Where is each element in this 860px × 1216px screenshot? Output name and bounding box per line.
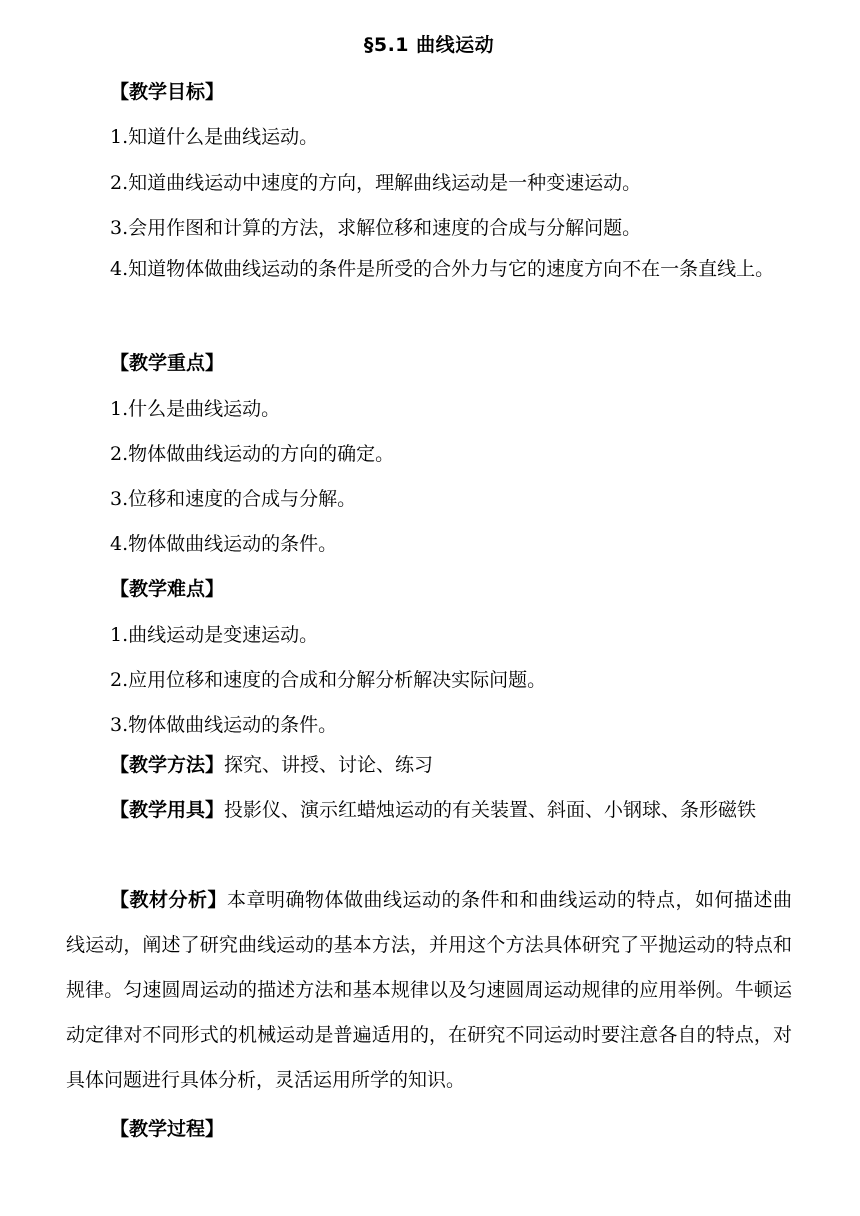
objectives-heading: 【教学目标】 [110,81,225,103]
objective-item-2: 2.知道曲线运动中速度的方向，理解曲线运动是一种变速运动。 [110,172,642,194]
objective-item-1: 1.知道什么是曲线运动。 [110,126,319,148]
analysis-heading: 【教材分析】 [110,889,227,911]
methods-heading: 【教学方法】 [110,754,225,776]
key-point-item-3: 3.位移和速度的合成与分解。 [110,488,357,510]
document-title: §5.1 曲线运动 [363,34,495,56]
difficulties-heading: 【教学难点】 [110,578,225,600]
key-point-item-2: 2.物体做曲线运动的方向的确定。 [110,443,395,465]
methods-text: 探究、讲授、讨论、练习 [224,754,434,776]
process-heading: 【教学过程】 [110,1118,225,1140]
key-point-item-1: 1.什么是曲线运动。 [110,398,281,420]
difficulty-item-3: 3.物体做曲线运动的条件。 [110,714,338,736]
methods-paragraph [66,743,792,788]
key-point-item-4: 4.物体做曲线运动的条件。 [110,533,338,555]
tools-heading: 【教学用具】 [110,799,225,821]
analysis-text: 本章明确物体做曲线运动的条件和和曲线运动的特点，如何描述曲线运动，阐述了研究曲线运动的基本方法，并用这个方法具体研究了平抛运动的特点和规律。匀速圆周运动的描述方法和基本规律以及匀速圆周运动规律的应用举例。牛顿运动定律对不同形式的机械运动是普遍适用的，在研究不同运动时要注意各自的特点，对具体问题进行具体分析，灵活运用所学的知识。 [66,889,792,1091]
analysis-paragraph [66,878,792,1103]
tools-text: 投影仪、演示红蜡烛运动的有关装置、斜面、小钢球、条形磁铁 [224,799,757,821]
objective-item-4: 4.知道物体做曲线运动的条件是所受的合外力与它的速度方向不在一条直线上。 [110,258,775,280]
key-points-heading: 【教学重点】 [110,352,225,374]
difficulty-item-1: 1.曲线运动是变速运动。 [110,624,319,646]
objective-item-3: 3.会用作图和计算的方法，求解位移和速度的合成与分解问题。 [110,217,642,239]
difficulty-item-2: 2.应用位移和速度的合成和分解分析解决实际问题。 [110,669,547,691]
tools-paragraph [66,788,792,833]
